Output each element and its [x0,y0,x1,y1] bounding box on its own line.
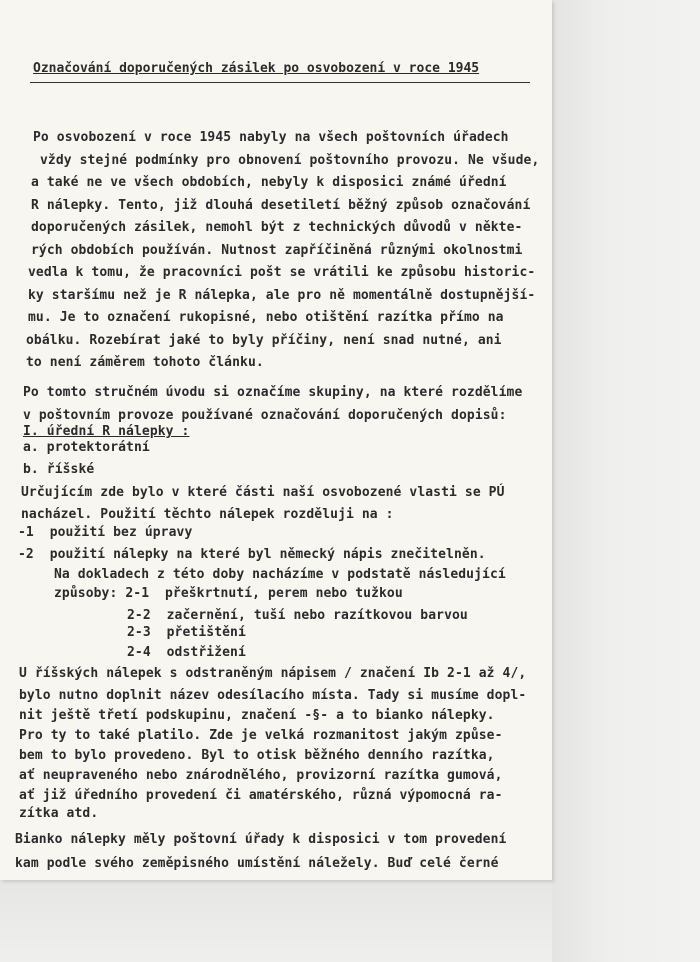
text-line: 2-4 odstřižení [127,645,246,660]
text-line: -1 použití bez úpravy [18,525,193,540]
text-line: nit ještě třetí podskupinu, značení -§- a to bianko nálepky. [19,708,495,723]
text-line: ať neupraveného nebo znárodnělého, provizorní razítka gumová, [19,768,503,783]
text-line: vždy stejné podmínky pro obnovení poštovního provozu. Ne všude, [40,153,540,168]
text-line: ať již úředního provedení či amatérského, různá výpomocná ra- [19,788,503,803]
text-line: doporučených zásilek, nemohl být z technických důvodů v někte- [31,220,523,235]
text-line: ky staršímu než je R nálepka, ale pro ně momentálně dostupnější- [28,288,536,303]
text-line: to není záměrem tohoto článku. [26,355,264,370]
text-line: Na dokladech z této doby nacházíme v podstatě následující [54,567,506,582]
text-line: vedla k tomu, že pracovníci pošt se vrátili ke způsobu historic- [28,265,536,280]
text-line: 2-3 přetištění [127,625,246,640]
section-heading: I. úřední R nálepky : [23,424,190,439]
text-line: b. říšské [23,462,95,477]
text-line: Po tomto stručném úvodu si označíme skupiny, na které rozdělíme [23,385,523,400]
text-line: bem to bylo provedeno. Byl to otisk běžného denního razítka, [19,748,495,763]
text-line: 2-2 začernění, tuší nebo razítkovou barvou [127,608,468,623]
document-title: Označování doporučených zásilek po osvobození v roce 1945 [33,61,480,76]
text-line: -2 použití nálepky na které byl německý nápis znečitelněn. [18,547,486,562]
text-line: kam podle svého zeměpisného umístění náležely. Buď celé černé [15,856,499,871]
text-line: způsoby: 2-1 přeškrtnutí, perem nebo tužkou [54,586,403,601]
title-rule [30,82,530,83]
text-line: a. protektorátní [23,440,150,455]
text-line: v poštovním provoze používané označování doporučených dopisů: [23,408,507,423]
background-lower [0,880,552,962]
text-line: nacházel. Použití těchto nálepek rozděluji na : [21,507,394,522]
text-line: zítka atd. [19,806,99,821]
text-line: Určujícím zde bylo v které části naší osvobozené vlasti se PÚ [21,485,505,500]
text-line: Pro ty to také platilo. Zde je velká rozmanitost jakým způse- [19,728,503,743]
text-line: R nálepky. Tento, již dlouhá desetiletí běžný způsob označování [31,198,531,213]
text-line: Po osvobození v roce 1945 nabyly na všech poštovních úřadech [33,130,509,145]
text-line: U říšských nálepek s odstraněným nápisem / značení Ib 2-1 až 4/, [19,666,527,681]
background-shadow [552,0,700,962]
text-line: rých obdobích používán. Nutnost zapříčiněná různými okolnostmi [31,243,523,258]
text-line: a také ne ve všech obdobích, nebyly k disposici známé úřední [31,175,507,190]
text-line: bylo nutno doplnit název odesílacího místa. Tady si musíme dopl- [19,688,527,703]
text-line: obálku. Rozebírat jaké to byly příčiny, není snad nutné, ani [26,333,502,348]
text-line: mu. Je to označení rukopisné, nebo otištění razítka přímo na [28,310,504,325]
text-line: Bianko nálepky měly poštovní úřady k disposici v tom provedení [15,832,507,847]
